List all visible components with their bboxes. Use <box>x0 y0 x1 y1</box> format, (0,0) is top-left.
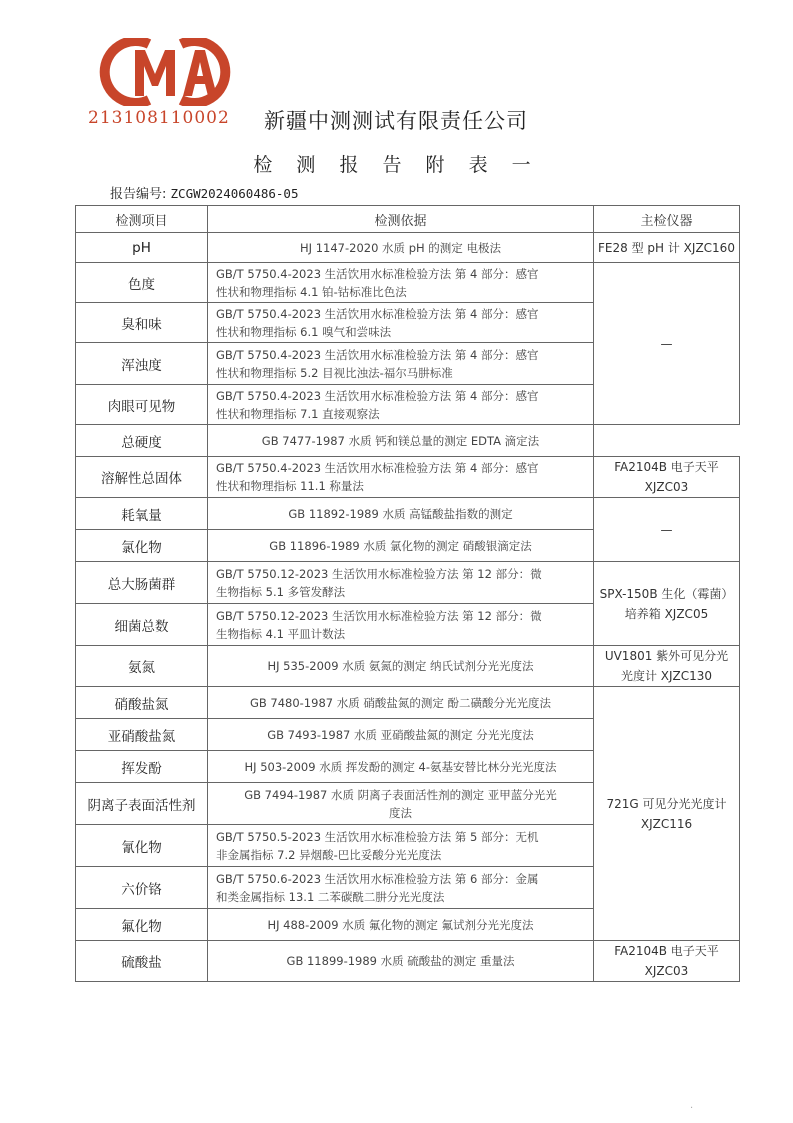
instrument-cell <box>594 941 740 982</box>
test-basis-cell <box>208 783 594 825</box>
test-basis-line: GB 7480-1987 水质 硝酸盐氮的测定 酚二磺酸分光光度法 <box>249 695 552 710</box>
test-item-cell: 色度 <box>76 263 208 303</box>
test-basis-line: 性状和物理指标 4.1 铂-钴标准比色法 <box>216 284 407 299</box>
test-item-cell: 总大肠菌群 <box>76 562 208 604</box>
test-basis-line: GB/T 5750.4-2023 生活饮用水标准检验方法 第 4 部分：感官 <box>216 461 539 475</box>
instrument-cell <box>594 263 740 425</box>
table-row <box>76 233 740 263</box>
test-basis-line: GB/T 5750.12-2023 生活饮用水标准检验方法 第 12 部分：微 <box>216 566 542 581</box>
test-basis-line: 生物指标 5.1 多管发酵法 <box>216 584 346 599</box>
test-basis-cell <box>208 719 594 751</box>
test-basis-line: GB/T 5750.4-2023 生活饮用水标准检验方法 第 4 部分：感官 <box>216 388 539 403</box>
test-basis-cell <box>208 562 594 604</box>
instrument-line: UV1801 紫外可见分光 <box>604 649 729 663</box>
test-basis-line: GB/T 5750.4-2023 生活饮用水标准检验方法 第 4 部分：感官 <box>216 306 539 321</box>
table-row <box>76 941 740 982</box>
test-basis-line: GB 7477-1987 水质 钙和镁总量的测定 EDTA 滴定法 <box>261 433 540 448</box>
test-item-cell: 硫酸盐 <box>76 941 208 982</box>
instrument-cell <box>594 687 740 941</box>
instrument-line: — <box>660 522 673 537</box>
scan-mark: · <box>690 1103 694 1114</box>
instrument-line: XJZC116 <box>640 816 693 831</box>
table-row <box>76 646 740 687</box>
test-basis-cell <box>208 604 594 646</box>
header-test-basis: 检测依据 <box>208 206 594 233</box>
instrument-line: SPX-150B 生化（霉菌） <box>599 586 734 601</box>
document-title: 检 测 报 告 附 表 一 <box>253 154 540 176</box>
report-number <box>110 183 298 202</box>
test-basis-line: GB 7494-1987 水质 阴离子表面活性剂的测定 亚甲蓝分光光 <box>244 787 557 802</box>
test-basis-line: 非金属指标 7.2 异烟酸-巴比妥酸分光光度法 <box>216 847 442 862</box>
instrument-line: 培养箱 XJZC05 <box>624 606 709 621</box>
test-basis-line: GB 11899-1989 水质 硫酸盐的测定 重量法 <box>286 954 515 968</box>
test-basis-cell <box>208 687 594 719</box>
test-basis-line: 度法 <box>389 805 412 820</box>
instrument-line: 光度计 XJZC130 <box>620 669 713 683</box>
test-item-cell: 氯化物 <box>76 530 208 562</box>
instrument-cell <box>594 498 740 562</box>
test-item-cell: 六价铬 <box>76 867 208 909</box>
test-basis-line: GB/T 5750.6-2023 生活饮用水标准检验方法 第 6 部分：金属 <box>216 871 539 886</box>
test-basis-line: GB/T 5750.5-2023 生活饮用水标准检验方法 第 5 部分：无机 <box>216 829 539 844</box>
instrument-line: FA2104B 电子天平 <box>614 944 719 958</box>
table-row <box>76 687 740 719</box>
test-basis-cell <box>208 425 594 457</box>
test-basis-line: 性状和物理指标 11.1 称量法 <box>216 479 364 493</box>
test-item-cell: 耗氧量 <box>76 498 208 530</box>
test-basis-line: 性状和物理指标 7.1 直接观察法 <box>216 406 380 421</box>
test-item-cell: 硝酸盐氮 <box>76 687 208 719</box>
header-test-item: 检测项目 <box>76 206 208 233</box>
test-basis-cell <box>208 751 594 783</box>
test-item-cell: 氰化物 <box>76 825 208 867</box>
test-basis-line: GB 7493-1987 水质 亚硝酸盐氮的测定 分光光度法 <box>267 727 534 742</box>
test-basis-line: HJ 1147-2020 水质 pH 的测定 电极法 <box>300 240 501 255</box>
test-basis-cell <box>208 385 594 425</box>
report-number-value: ZCGW2024060486-05 <box>170 186 299 201</box>
instrument-cell <box>594 457 740 498</box>
test-basis-cell <box>208 867 594 909</box>
table-row <box>76 562 740 604</box>
test-basis-cell <box>208 941 594 982</box>
test-basis-cell <box>208 498 594 530</box>
test-basis-cell <box>208 303 594 343</box>
table-row <box>76 457 740 498</box>
instrument-line: XJZC03 <box>644 480 689 494</box>
report-number-label: 报告编号: <box>110 187 167 202</box>
test-basis-line: GB/T 5750.4-2023 生活饮用水标准检验方法 第 4 部分：感官 <box>216 347 539 362</box>
test-item-cell: 溶解性总固体 <box>76 457 208 498</box>
instrument-cell <box>594 233 740 263</box>
test-item-cell: 亚硝酸盐氮 <box>76 719 208 751</box>
header-instrument: 主检仪器 <box>594 206 740 233</box>
table-row <box>76 425 740 457</box>
test-basis-cell <box>208 343 594 385</box>
table-row <box>76 498 740 530</box>
test-basis-cell <box>208 263 594 303</box>
test-basis-cell <box>208 530 594 562</box>
test-basis-line: GB 11892-1989 水质 高锰酸盐指数的测定 <box>288 506 513 521</box>
company-name: 新疆中测测试有限责任公司 <box>264 109 528 133</box>
test-item-cell: 臭和味 <box>76 303 208 343</box>
instrument-line: — <box>660 336 673 351</box>
test-item-cell: 氨氮 <box>76 646 208 687</box>
test-basis-cell <box>208 909 594 941</box>
test-item-cell: 阴离子表面活性剂 <box>76 783 208 825</box>
instrument-line: XJZC03 <box>644 964 689 978</box>
test-basis-cell <box>208 646 594 687</box>
test-basis-cell <box>208 457 594 498</box>
test-basis-line: HJ 503-2009 水质 挥发酚的测定 4-氨基安替比林分光光度法 <box>244 759 557 774</box>
test-basis-table <box>75 205 740 982</box>
test-basis-line: HJ 488-2009 水质 氟化物的测定 氟试剂分光光度法 <box>267 917 534 932</box>
instrument-cell <box>594 562 740 646</box>
instrument-line: FE28 型 pH 计 XJZC160 <box>598 240 735 255</box>
test-item-cell: pH <box>76 233 208 263</box>
test-basis-cell <box>208 825 594 867</box>
test-basis-line: GB/T 5750.12-2023 生活饮用水标准检验方法 第 12 部分：微 <box>216 608 542 623</box>
instrument-cell <box>594 646 740 687</box>
test-basis-line: GB/T 5750.4-2023 生活饮用水标准检验方法 第 4 部分：感官 <box>216 266 539 281</box>
cma-certificate-number: 213108110002 <box>88 108 230 128</box>
instrument-line: 721G 可见分光光度计 <box>606 796 727 811</box>
test-basis-line: GB 11896-1989 水质 氯化物的测定 硝酸银滴定法 <box>269 538 532 553</box>
test-basis-line: 性状和物理指标 6.1 嗅气和尝味法 <box>216 324 392 339</box>
test-item-cell: 浑浊度 <box>76 343 208 385</box>
test-item-cell: 挥发酚 <box>76 751 208 783</box>
table-row <box>76 263 740 303</box>
test-basis-line: HJ 535-2009 水质 氨氮的测定 纳氏试剂分光光度法 <box>267 659 534 673</box>
test-item-cell: 细菌总数 <box>76 604 208 646</box>
test-basis-line: 和类金属指标 13.1 二苯碳酰二肼分光光度法 <box>216 889 445 904</box>
instrument-line: FA2104B 电子天平 <box>614 460 719 474</box>
test-item-cell: 肉眼可见物 <box>76 385 208 425</box>
cma-logo <box>95 38 235 106</box>
test-basis-line: 生物指标 4.1 平皿计数法 <box>216 626 346 641</box>
test-item-cell: 氟化物 <box>76 909 208 941</box>
test-basis-line: 性状和物理指标 5.2 目视比浊法-福尔马肼标准 <box>216 365 453 380</box>
test-item-cell: 总硬度 <box>76 425 208 457</box>
test-basis-cell <box>208 233 594 263</box>
